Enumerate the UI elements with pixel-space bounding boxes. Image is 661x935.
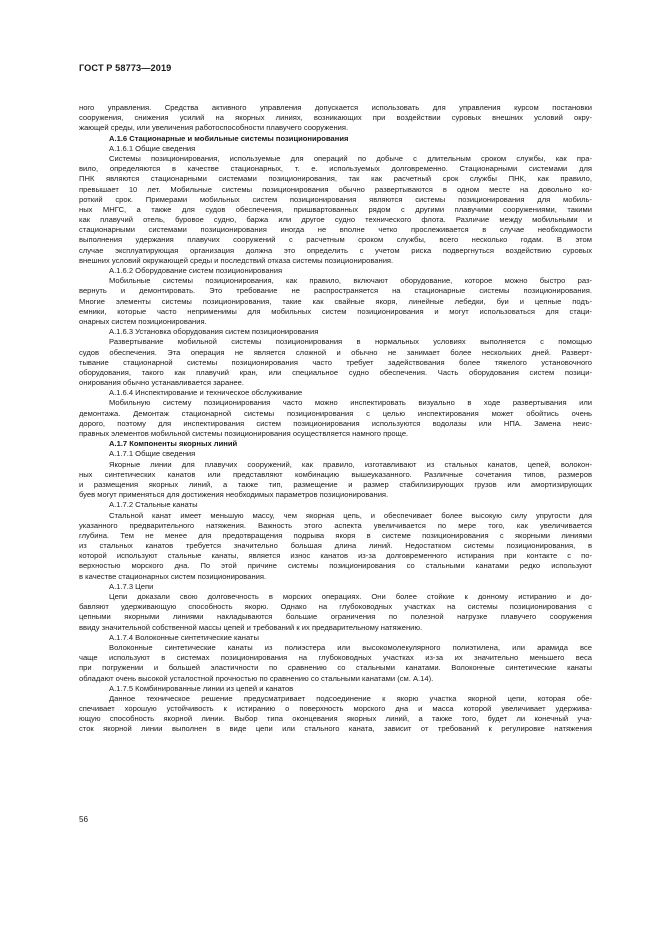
text-line: буев могут применяться для достижения необходимых параметров позиционирования.	[79, 490, 389, 500]
text-line: как плавучий отель, буровое судно, баржа или другое судно технического флота. Различие между мобильными и	[79, 215, 592, 225]
text-line: Мобильные системы позиционирования, как правило, включают оборудование, которое можно быстро раз-	[109, 276, 592, 286]
text-line: оборудования, такого как плавучий кран, или специальное судно обеспечения. Часть оборудования систем позици-	[79, 367, 592, 377]
text-line: жающей среды, или увеличения работоспособности плавучего сооружения.	[79, 123, 349, 133]
text-line: А.1.7.3 Цепи	[109, 581, 154, 591]
text-line: судов обеспечения. Эта операция не является сложной и обычно не занимает более нескольких дней. Разверт-	[79, 347, 592, 357]
text-line: которой используют стальные канаты, является износ канатов из-за долговременного истирания при контакте с по-	[79, 551, 592, 561]
text-line: при погружении и большей эластичности по сравнению со стальными канатами. Волоконные синтетические канаты	[79, 663, 592, 673]
section-heading-line: А.1.6 Стационарные и мобильные системы позиционирования	[109, 133, 349, 143]
text-line: выполнения удержания плавучих сооружений с расчетным сроком службы, всего несколько годам. В этом	[79, 235, 592, 245]
text-line: Данное техническое решение предусматривает подсоединение к якорю участка якорной цепи, которая обе-	[109, 693, 592, 703]
text-line: Мобильную систему позиционирования часто можно инспектировать визуально в ходе развертывания или	[109, 398, 592, 408]
text-line: А.1.6.2 Оборудование систем позиционирования	[109, 266, 283, 275]
text-line: А.1.7.2 Стальные канаты	[109, 500, 198, 510]
text-line: сооружения, снижения усилий на якорных линиях, возникающих при воздействии суровых внешних условий окру-	[79, 113, 592, 123]
text-line: дорого, поэтому для инспектирования систем позиционирования используются водолазы или НПА. Замена неис-	[79, 418, 592, 428]
text-line: А.1.6.4 Инспектирование и техническое обслуживание	[109, 388, 303, 398]
text-line: ного управления. Средства активного управления допускается использовать для управления курсом постановки	[79, 103, 592, 112]
text-line: из стальных канатов требуется значительно большая длина линий. Недостатком системы позиционирования, в	[79, 541, 592, 551]
text-line: роткий срок. Примерами мобильных систем позиционирования являются системы позиционирования для мобиль-	[79, 194, 592, 204]
text-line: ных МНГС, а также для судов обеспечения, пришвартованных рядом с другими плавучими сооружениями, такими	[79, 204, 592, 214]
text-line: А.1.7.5 Комбинированные линии из цепей и канатов	[109, 683, 294, 693]
text-line: ввиду значительной собственной массы цепей и требований к их предварительному натяжению.	[79, 622, 423, 632]
text-line: А.1.6.1 Общие сведения	[109, 143, 196, 153]
text-line: А.1.7.4 Волоконные синтетические канаты	[109, 632, 259, 642]
text-line: глубина. Тем не менее для предотвращения подрыва якоря в системе позиционирования с якорными линиями	[79, 530, 592, 540]
text-line: А.1.7.1 Общие сведения	[109, 449, 196, 459]
document-body	[79, 103, 592, 735]
text-line: превышает 10 лет. Мобильные системы позиционирования обычно развертываются в одном месте на довольно ко-	[79, 184, 592, 194]
text-line: Цепи доказали свою долговечность в морских операциях. Они более стойкие к донному истиранию и до-	[109, 592, 592, 601]
text-line: в качестве стационарных систем позиционирования.	[79, 571, 267, 581]
text-line: онирования обычно устанавливается заранее.	[79, 378, 244, 388]
text-line: ющую способность якорной линии. Выбор типа оконцевания якорных линий, а также того, будет ли конечный уча-	[79, 714, 592, 724]
text-line: Развертывание мобильной системы позиционирования в нормальных условиях выполняется с помощью	[109, 337, 592, 347]
text-line: и размещения якорных линий, а также тип, размещение и размер стабилизирующих грузов или амортизирующих	[79, 479, 592, 489]
text-line: спечивает хорошую устойчивость к истиранию о поверхность морского дна и масса которой увеличивает удержива-	[79, 704, 592, 714]
text-line: Системы позиционирования, используемые для операций по добыче с длительным сроком службы, как пра-	[109, 153, 592, 163]
page-number: 56	[79, 815, 89, 824]
text-line: случае эксплуатирующая организация должна это определить с учетом риска подвергнуться воздействию суровых	[79, 245, 592, 255]
text-line: чаще используют в системах позиционирования на глубоководных участках из-за их значительно меньшего веса	[79, 653, 592, 663]
text-line: вернуть и демонтировать. Это требование не распространяется на стационарные системы позиционирования.	[79, 286, 592, 296]
text-line: стационарными системами позиционирования иногда не вполне четко прослеживается в случае необходимости	[79, 225, 592, 235]
text-line: правных элементов мобильной системы позиционирования осуществляется намного проще.	[79, 429, 409, 438]
text-line: тывание стационарной системы позиционирования часто требует задействования более тяжелого установочного	[79, 357, 592, 367]
text-line: ных синтетических канатов или представляют комбинацию вышеуказанного. Различные сочетания типов, размеров	[79, 469, 592, 479]
text-line: А.1.6.3 Установка оборудования систем позиционирования	[109, 327, 319, 337]
text-line: бавляют удерживающую способность якорю. Однако на глубоководных участках на системы позиционирования с	[79, 602, 592, 612]
text-line: внешних условий окружающей среды и последствий отказа системы позиционирования.	[79, 255, 394, 265]
text-line: верхностью морского дна. По этой причине системы позиционирования со стальными канатами редко используют	[79, 561, 592, 571]
text-line: Стальной канат имеет меньшую массу, чем якорная цепь, и обеспечивает более высокую силу упругости для	[109, 510, 592, 520]
text-line: демонтажа. Демонтаж стационарной системы позиционирования с целью инспектирования может обойтись очень	[79, 408, 592, 418]
text-line: цепными якорными линиями накладываются большие ограничения по полезной нагрузке плавучего сооружения	[79, 612, 592, 622]
text-line: сток якорной линии выполнен в виде цепи или стального каната, зависит от требований к регулировке натяжения	[79, 724, 592, 734]
text-line: обладают очень высокой усталостной прочностью по сравнению со стальными канатами (см. А.14).	[79, 673, 434, 683]
text-line: онарных систем позиционирования.	[79, 316, 207, 326]
text-line: указанного предварительного натяжения. Важность этого аспекта увеличивается по мере того, как увеличивается	[79, 520, 592, 530]
text-line: емники, которые часто неприменимы для мобильных систем позиционирования и могут использоваться для стаци-	[79, 306, 592, 316]
text-line: вило, определяются в качестве стационарных, т. е. используемых долговременно. Стационарными системами для	[79, 164, 592, 174]
section-heading-line: А.1.7 Компоненты якорных линий	[109, 439, 238, 449]
text-line: Якорные линии для плавучих сооружений, как правило, изготавливают из стальных канатов, цепей, волокон-	[109, 459, 592, 469]
text-line: Волоконные синтетические канаты из полиэстера или высокомолекулярного полиэтилена, или арамида все	[109, 642, 592, 652]
text-line: Многие элементы системы позиционирования, такие как свайные якоря, линейные лебедки, буи и цепные подъ-	[79, 296, 592, 306]
document-header: ГОСТ Р 58773—2019	[79, 63, 172, 73]
text-line: ПНК являются стационарными системами позиционирования, так как расчетный срок службы ПНК, как правило,	[79, 174, 592, 184]
